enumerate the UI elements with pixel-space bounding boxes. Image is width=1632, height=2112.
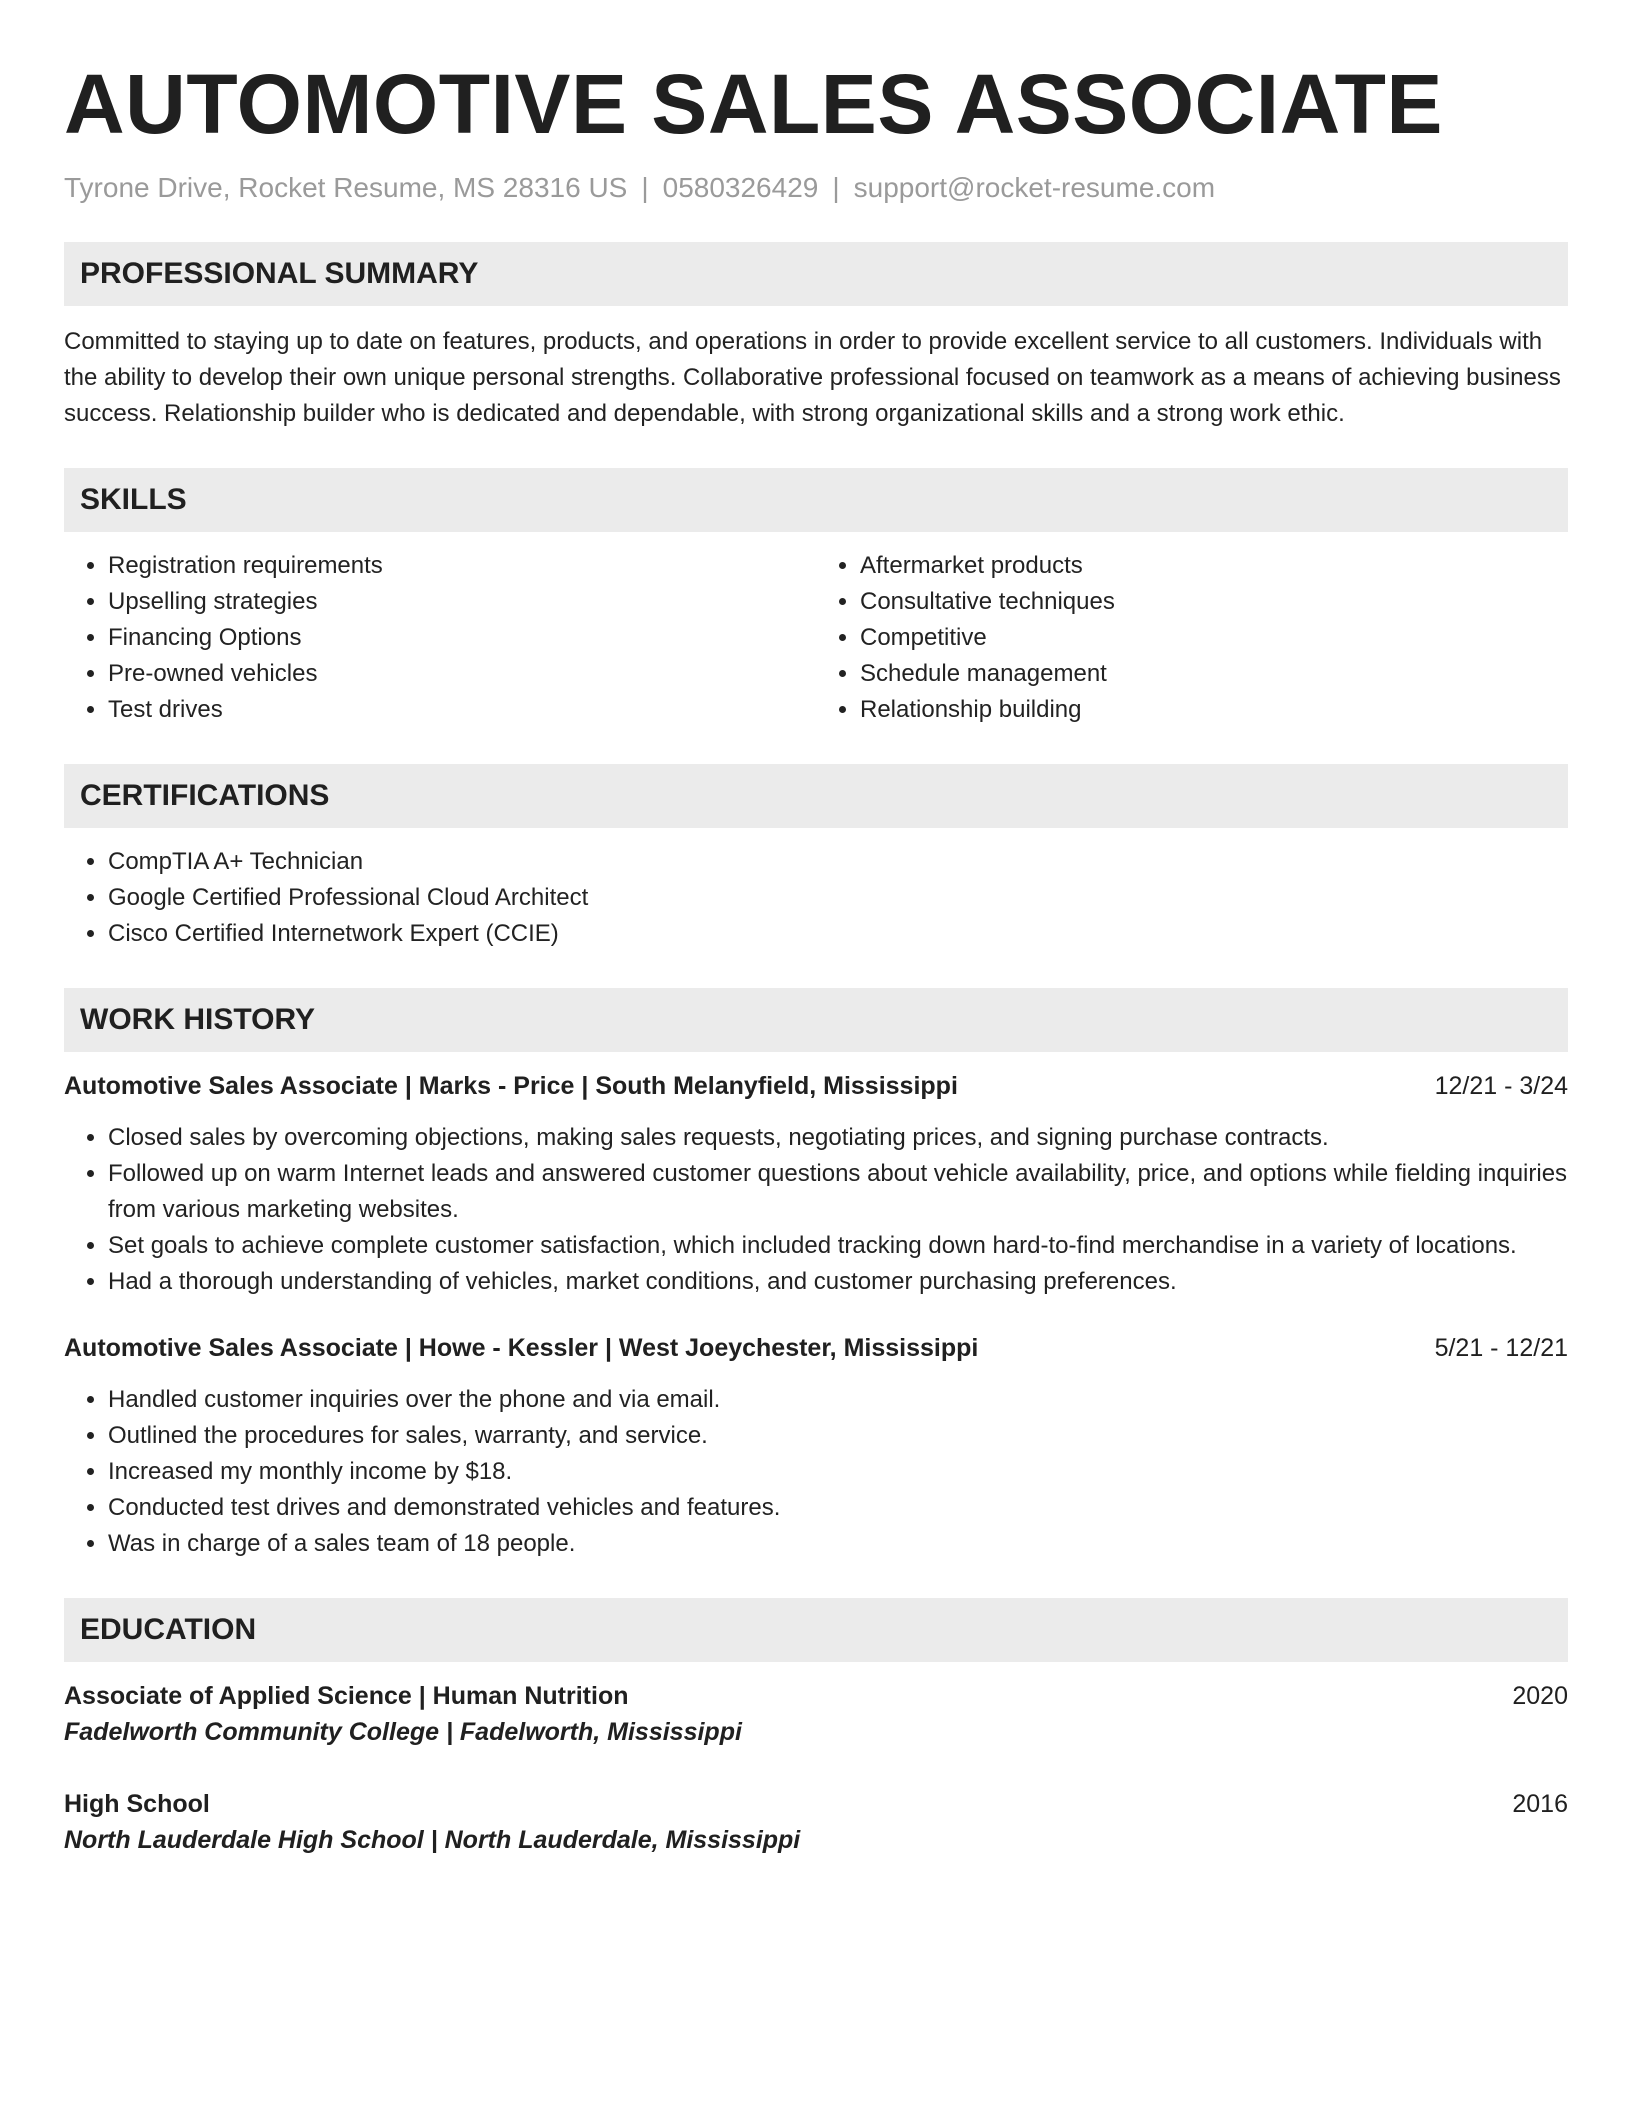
certification-item: • CompTIA A+ Technician xyxy=(108,844,1568,880)
job-entry xyxy=(64,1330,1568,1562)
education-entry xyxy=(64,1678,1568,1750)
education-entry xyxy=(64,1786,1568,1858)
job-bullet: • Set goals to achieve complete customer satisfaction, which included tracking down hard-to-find merchandise in a variety of locations. xyxy=(108,1228,1568,1264)
section-header-certifications: CERTIFICATIONS xyxy=(64,764,1568,828)
job-entry xyxy=(64,1068,1568,1300)
job-title: Automotive Sales Associate | Howe - Kessler | West Joeychester, Mississippi xyxy=(64,1334,979,1362)
job-bullet: • Outlined the procedures for sales, warranty, and service. xyxy=(108,1418,1568,1454)
education-year: 2016 xyxy=(1512,1790,1568,1818)
skill-item: • Registration requirements xyxy=(108,548,816,584)
education-school: North Lauderdale High School | North Lauderdale, Mississippi xyxy=(64,1826,801,1854)
section-header-skills: SKILLS xyxy=(64,468,1568,532)
job-bullet: • Followed up on warm Internet leads and answered customer questions about vehicle availability, price, and options while fielding inquiries from various marketing websites. xyxy=(108,1156,1568,1228)
education-degree: High School xyxy=(64,1790,210,1818)
section-header-summary: PROFESSIONAL SUMMARY xyxy=(64,242,1568,306)
job-bullet: • Closed sales by overcoming objections, making sales requests, negotiating prices, and signing purchase contracts. xyxy=(108,1120,1568,1156)
education-year: 2020 xyxy=(1512,1682,1568,1710)
skills-list-left xyxy=(64,548,816,728)
job-bullets xyxy=(64,1382,1568,1562)
skill-item: • Upselling strategies xyxy=(108,584,816,620)
skills-list-right xyxy=(816,548,1568,728)
skill-item: • Competitive xyxy=(860,620,1568,656)
contact-separator: | xyxy=(832,172,840,203)
skill-item: • Aftermarket products xyxy=(860,548,1568,584)
skill-item: • Consultative techniques xyxy=(860,584,1568,620)
job-bullet: • Had a thorough understanding of vehicles, market conditions, and customer purchasing preferences. xyxy=(108,1264,1568,1300)
resume-name-heading: AUTOMOTIVE SALES ASSOCIATE xyxy=(64,57,1443,151)
job-bullet: • Was in charge of a sales team of 18 people. xyxy=(108,1526,1568,1562)
job-dates: 12/21 - 3/24 xyxy=(1434,1072,1568,1100)
certifications-list xyxy=(64,844,1568,952)
job-header xyxy=(64,1068,1568,1104)
job-header xyxy=(64,1330,1568,1366)
section-header-work-history: WORK HISTORY xyxy=(64,988,1568,1052)
job-bullets xyxy=(64,1120,1568,1300)
contact-email[interactable]: support@rocket-resume.com xyxy=(853,172,1216,203)
education-header xyxy=(64,1678,1568,1714)
contact-phone[interactable]: 0580326429 xyxy=(662,172,819,203)
education-header xyxy=(64,1786,1568,1822)
contact-separator: | xyxy=(641,172,649,203)
skills-grid xyxy=(64,532,1568,728)
skill-item: • Relationship building xyxy=(860,692,1568,728)
skill-item: • Pre-owned vehicles xyxy=(108,656,816,692)
contact-address: Tyrone Drive, Rocket Resume, MS 28316 US xyxy=(64,172,628,203)
job-dates: 5/21 - 12/21 xyxy=(1434,1334,1568,1362)
skill-item: • Schedule management xyxy=(860,656,1568,692)
contact-line xyxy=(64,170,1568,206)
education-school: Fadelworth Community College | Fadelworth, Mississippi xyxy=(64,1718,742,1746)
education-degree: Associate of Applied Science | Human Nutrition xyxy=(64,1682,629,1710)
job-bullet: • Handled customer inquiries over the phone and via email. xyxy=(108,1382,1568,1418)
job-bullet: • Increased my monthly income by $18. xyxy=(108,1454,1568,1490)
job-title: Automotive Sales Associate | Marks - Price | South Melanyfield, Mississippi xyxy=(64,1072,958,1100)
skill-item: • Financing Options xyxy=(108,620,816,656)
summary-text: Committed to staying up to date on features, products, and operations in order to provide excellent service to all customers. Individuals with the ability to develop their own unique personal strengths. Collaborative professional focused on teamwork as a means of achieving business success. Relationship builder who is dedicated and dependable, with strong organizational skills and a strong work ethic. xyxy=(64,328,1561,427)
skill-item: • Test drives xyxy=(108,692,816,728)
job-bullet: • Conducted test drives and demonstrated vehicles and features. xyxy=(108,1490,1568,1526)
certification-item: • Cisco Certified Internetwork Expert (CCIE) xyxy=(108,916,1568,952)
section-header-education: EDUCATION xyxy=(64,1598,1568,1662)
certification-item: • Google Certified Professional Cloud Architect xyxy=(108,880,1568,916)
